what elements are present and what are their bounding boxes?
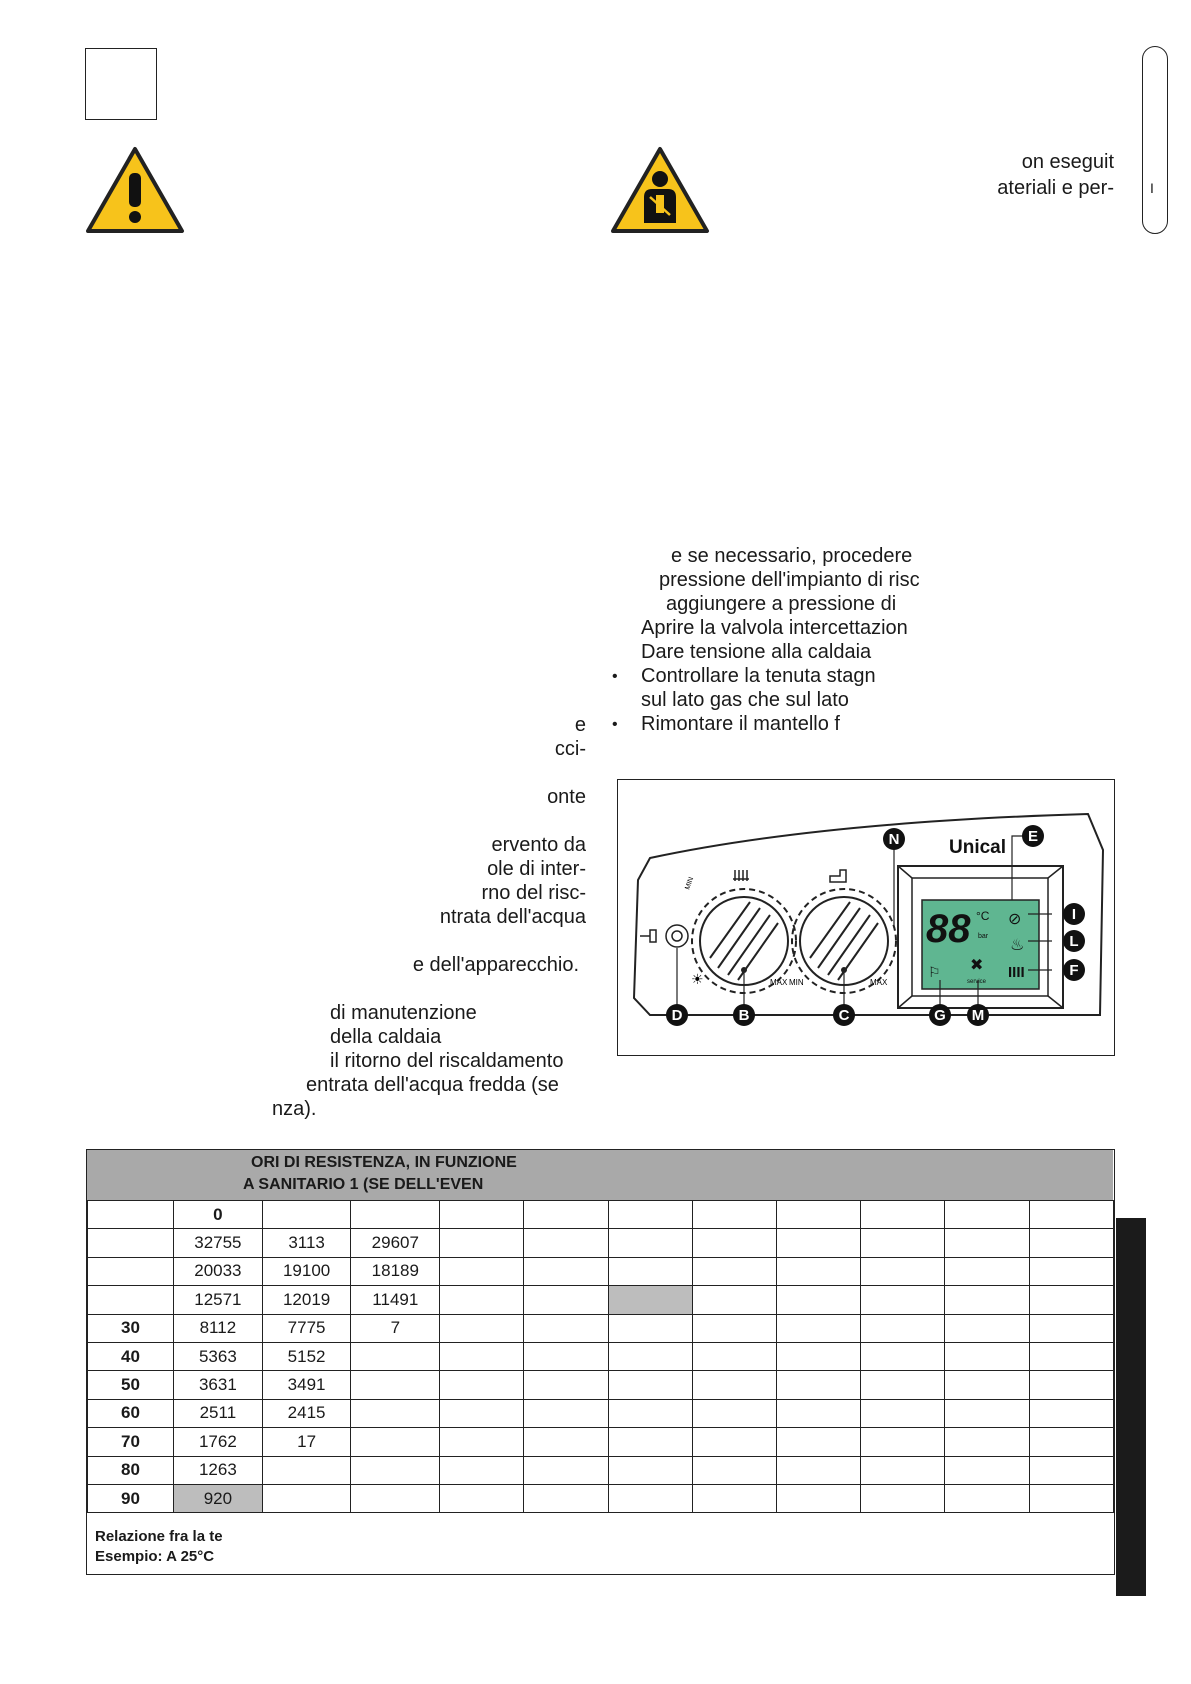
table-cell: [524, 1399, 608, 1427]
table-cell: 19100: [262, 1257, 351, 1285]
table-cell: 40: [88, 1342, 174, 1370]
table-cell: [945, 1286, 1029, 1314]
table-cell: [692, 1257, 776, 1285]
table-cell: 17: [262, 1428, 351, 1456]
table-cell: [440, 1342, 524, 1370]
callout-m: M: [971, 1007, 985, 1024]
table-cell: [524, 1342, 608, 1370]
heating-mode-icon: IIII: [1008, 964, 1025, 981]
table-cell: [440, 1428, 524, 1456]
table-cell: [1029, 1399, 1113, 1427]
table-title-line2: A SANITARIO 1 (SE DELL'EVEN: [243, 1176, 484, 1193]
warning-text-line: ateriali e per-: [997, 177, 1114, 199]
table-cell: [608, 1399, 692, 1427]
procedure-line: e se necessario, procedere: [671, 545, 913, 567]
warning-icon: [85, 145, 185, 235]
control-panel-drawing: [618, 780, 1113, 1054]
table-header: [87, 1150, 1113, 1201]
table-row: [88, 1399, 1114, 1427]
table-cell: 1263: [174, 1456, 263, 1484]
table-cell: [861, 1257, 945, 1285]
table-cell: [945, 1484, 1029, 1512]
table-cell: [861, 1229, 945, 1257]
text-fragment: ervento da: [491, 834, 586, 856]
side-language-tab: [1142, 46, 1168, 234]
callout-c: C: [838, 1007, 850, 1024]
callout-l: L: [1069, 933, 1079, 950]
table-cell: [524, 1286, 608, 1314]
procedure-line: Controllare la tenuta stagn: [641, 665, 876, 687]
table-cell: [945, 1229, 1029, 1257]
table-cell: [440, 1399, 524, 1427]
table-cell: 50: [88, 1371, 174, 1399]
table-cell: [524, 1371, 608, 1399]
table-cell: [524, 1229, 608, 1257]
table-cell: [88, 1286, 174, 1314]
table-cell: [777, 1342, 861, 1370]
table-cell: 0: [174, 1201, 263, 1229]
warning-text-line: on eseguit: [1021, 151, 1114, 173]
table-cell: [351, 1456, 440, 1484]
table-cell: [945, 1456, 1029, 1484]
table-cell: [777, 1456, 861, 1484]
dhw-tap-icon: ⚐: [928, 964, 941, 980]
table-cell: 20033: [174, 1257, 263, 1285]
table-cell: [608, 1456, 692, 1484]
table-cell: 5363: [174, 1342, 263, 1370]
table-cell: [945, 1399, 1029, 1427]
table-cell: [692, 1456, 776, 1484]
table-cell: 7775: [262, 1314, 351, 1342]
table-cell: [945, 1428, 1029, 1456]
table-cell: [861, 1371, 945, 1399]
table-cell: [777, 1314, 861, 1342]
table-cell: [608, 1201, 692, 1229]
table-cell: [692, 1342, 776, 1370]
callout-n: N: [888, 831, 900, 848]
table-cell: [945, 1342, 1029, 1370]
table-cell: [88, 1257, 174, 1285]
table-cell: 920: [174, 1484, 263, 1512]
service-wrench-icon: ✖: [970, 957, 984, 974]
table-cell: [440, 1371, 524, 1399]
section-black-tab: [1116, 1218, 1146, 1596]
table-cell: [861, 1201, 945, 1229]
table-cell: 90: [88, 1484, 174, 1512]
table-cell: [524, 1456, 608, 1484]
procedure-line: pressione dell'impianto di risc: [659, 569, 920, 591]
table-cell: [945, 1314, 1029, 1342]
table-cell: 30: [88, 1314, 174, 1342]
table-cell: [440, 1314, 524, 1342]
lcd-temperature-value: 88: [926, 907, 971, 951]
callout-b: B: [738, 1007, 750, 1024]
bullet: •: [612, 716, 618, 733]
table-cell: 5152: [262, 1342, 351, 1370]
table-cell: 29607: [351, 1229, 440, 1257]
procedure-line: sul lato gas che sul lato: [641, 689, 849, 711]
table-cell: [351, 1342, 440, 1370]
table-cell: 60: [88, 1399, 174, 1427]
table-cell: 12019: [262, 1286, 351, 1314]
callout-i: I: [1071, 906, 1077, 923]
resistance-table: [86, 1149, 1115, 1575]
text-fragment: di manutenzione: [330, 1002, 477, 1024]
text-fragment: ole di inter-: [487, 858, 586, 880]
table-cell: 3631: [174, 1371, 263, 1399]
lcd-unit: °C: [976, 909, 990, 923]
table-cell: [1029, 1428, 1113, 1456]
callout-d: D: [671, 1007, 683, 1024]
table-row: [88, 1342, 1114, 1370]
text-fragment: il ritorno del riscaldamento: [330, 1050, 564, 1072]
table-cell: [692, 1484, 776, 1512]
table-cell: 80: [88, 1456, 174, 1484]
table-cell: [777, 1257, 861, 1285]
table-cell: 70: [88, 1428, 174, 1456]
callout-e: E: [1027, 828, 1039, 845]
procedure-line: Dare tensione alla caldaia: [641, 641, 872, 663]
table-cell: [351, 1428, 440, 1456]
table-cell: 32755: [174, 1229, 263, 1257]
text-fragment: rno del risc-: [481, 882, 586, 904]
bullet: •: [612, 668, 618, 685]
qualified-technician-icon: [610, 145, 710, 235]
text-fragment: onte: [547, 786, 586, 808]
table-cell: [440, 1484, 524, 1512]
table-cell: [861, 1484, 945, 1512]
table-row: [88, 1428, 1114, 1456]
table-cell: [608, 1342, 692, 1370]
table-cell: [262, 1201, 351, 1229]
table-cell: [440, 1456, 524, 1484]
table-cell: [861, 1399, 945, 1427]
table-cell: [692, 1286, 776, 1314]
table-cell: 1762: [174, 1428, 263, 1456]
table-cell: [777, 1484, 861, 1512]
table-cell: 2511: [174, 1399, 263, 1427]
table-row: [88, 1314, 1114, 1342]
knob-c-min-label: MIN: [789, 978, 804, 987]
table-cell: [524, 1314, 608, 1342]
table-row: [88, 1371, 1114, 1399]
table-cell: [88, 1201, 174, 1229]
knob-b-max-label: MAX: [770, 978, 788, 987]
text-fragment: e: [574, 714, 586, 736]
table-cell: [1029, 1342, 1113, 1370]
callout-g: G: [934, 1007, 946, 1024]
table-cell: [861, 1428, 945, 1456]
water-tap-icon: [640, 930, 656, 942]
lcd-bar-label: bar: [978, 933, 989, 940]
table-cell: [608, 1286, 692, 1314]
table-cell: [777, 1399, 861, 1427]
procedure-line: Aprire la valvola intercettazion: [641, 617, 908, 639]
table-cell: [351, 1484, 440, 1512]
table-cell: [1029, 1257, 1113, 1285]
table-cell: [608, 1371, 692, 1399]
table-row: [88, 1484, 1114, 1512]
brand-logo: Unical: [949, 837, 1007, 858]
table-cell: 3113: [262, 1229, 351, 1257]
table-cell: [440, 1201, 524, 1229]
table-cell: [524, 1484, 608, 1512]
table-cell: [777, 1371, 861, 1399]
table-cell: [262, 1484, 351, 1512]
table-cell: [351, 1399, 440, 1427]
table-row: [88, 1229, 1114, 1257]
table-title-line1: ORI DI RESISTENZA, IN FUNZIONE: [251, 1154, 517, 1171]
table-cell: [440, 1257, 524, 1285]
radiator-icon: [733, 870, 749, 881]
table-footer-line2: Esempio: A 25°C: [95, 1548, 215, 1565]
table-footer-line1: Relazione fra la te: [95, 1528, 223, 1545]
table-cell: [1029, 1286, 1113, 1314]
table-cell: [1029, 1456, 1113, 1484]
procedure-line: aggiungere a pressione di: [666, 593, 897, 615]
table-cell: 11491: [351, 1286, 440, 1314]
table-cell: 8112: [174, 1314, 263, 1342]
flame-icon: ♨: [1010, 937, 1025, 954]
table-cell: 18189: [351, 1257, 440, 1285]
table-cell: [524, 1428, 608, 1456]
table-cell: [351, 1201, 440, 1229]
table-cell: [861, 1456, 945, 1484]
table-cell: 3491: [262, 1371, 351, 1399]
table-cell: [88, 1229, 174, 1257]
table-cell: [777, 1428, 861, 1456]
table-cell: [608, 1314, 692, 1342]
table-cell: [1029, 1201, 1113, 1229]
service-label: service: [967, 979, 987, 985]
table-cell: [608, 1257, 692, 1285]
table-cell: [1029, 1229, 1113, 1257]
table-cell: [524, 1201, 608, 1229]
table-cell: [861, 1314, 945, 1342]
callout-f: F: [1069, 962, 1079, 979]
table-header-row: [88, 1201, 1114, 1229]
table-cell: [608, 1229, 692, 1257]
table-cell: [861, 1286, 945, 1314]
table-cell: [692, 1201, 776, 1229]
no-flame-icon: ⊘: [1008, 911, 1022, 928]
text-fragment: e dell'apparecchio.: [412, 954, 579, 976]
table-cell: [945, 1257, 1029, 1285]
text-fragment: ntrata dell'acqua: [439, 906, 586, 928]
table-cell: [692, 1371, 776, 1399]
table-row: [88, 1257, 1114, 1285]
control-panel-diagram: [617, 779, 1115, 1056]
knob-c-max-label: MAX: [870, 978, 888, 987]
table-cell: [945, 1201, 1029, 1229]
table-row: [88, 1286, 1114, 1314]
side-tab-mark: I: [1150, 180, 1154, 196]
text-fragment: entrata dell'acqua fredda (se: [306, 1074, 559, 1096]
procedure-line: Rimontare il mantello f: [641, 713, 840, 735]
table-cell: 7: [351, 1314, 440, 1342]
table-cell: [262, 1456, 351, 1484]
table-cell: [608, 1484, 692, 1512]
table-cell: [692, 1229, 776, 1257]
table-cell: [777, 1229, 861, 1257]
text-fragment: della caldaia: [330, 1026, 442, 1048]
table-cell: [524, 1257, 608, 1285]
tap-icon: [830, 870, 846, 882]
knob-b-min-label: MIN: [684, 876, 696, 891]
table-cell: [692, 1399, 776, 1427]
resistance-grid: [87, 1200, 1114, 1513]
sun-icon: ☀: [691, 971, 704, 987]
table-cell: [777, 1201, 861, 1229]
table-cell: [608, 1428, 692, 1456]
reset-button[interactable]: [666, 925, 688, 947]
table-cell: [861, 1342, 945, 1370]
table-cell: [1029, 1484, 1113, 1512]
table-cell: [945, 1371, 1029, 1399]
table-cell: [1029, 1371, 1113, 1399]
text-fragment: nza).: [272, 1098, 317, 1120]
table-cell: [440, 1286, 524, 1314]
table-cell: [692, 1314, 776, 1342]
table-cell: [440, 1229, 524, 1257]
section-number-box: [85, 48, 157, 120]
text-fragment: cci-: [554, 738, 586, 760]
table-cell: [1029, 1314, 1113, 1342]
table-cell: [777, 1286, 861, 1314]
table-cell: [351, 1371, 440, 1399]
table-cell: [692, 1428, 776, 1456]
table-cell: 2415: [262, 1399, 351, 1427]
table-cell: 12571: [174, 1286, 263, 1314]
table-row: [88, 1456, 1114, 1484]
